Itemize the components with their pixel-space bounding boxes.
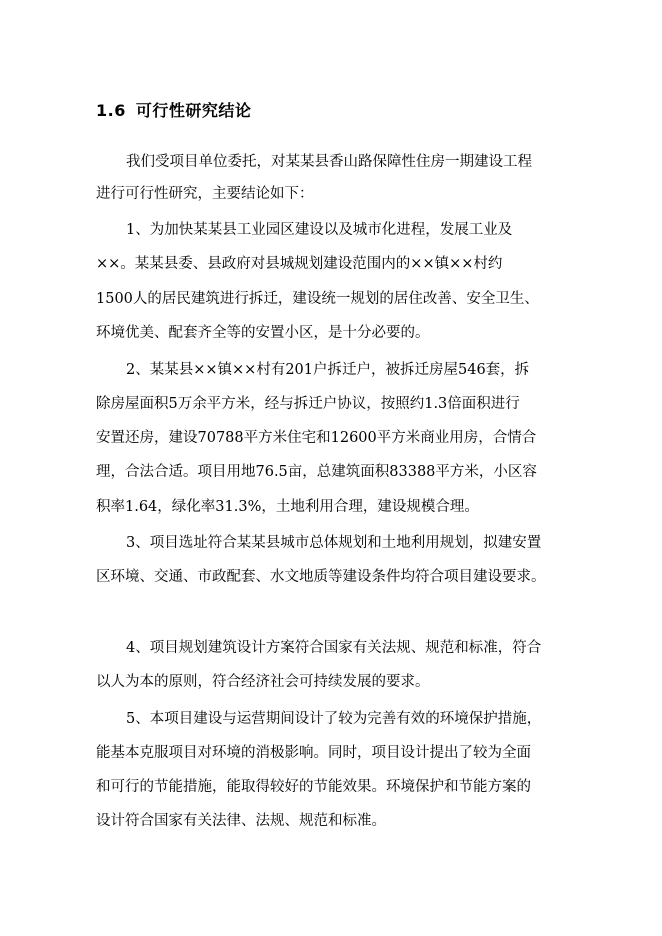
paragraph-5-line-2: 能基本克服项目对环境的消极影响。同时，项目设计提出了较为全面 — [96, 745, 531, 761]
paragraph-1-line-1: 1、为加快某某县工业园区建设以及城市化进程，发展工业及 — [126, 222, 513, 238]
paragraph-2-line-5: 积率1.64，绿化率31.3%，土地利用合理，建设规模合理。 — [96, 499, 479, 515]
section-number: 1.6 — [96, 101, 126, 120]
paragraph-intro-line-2: 进行可行性研究，主要结论如下： — [96, 186, 314, 202]
paragraph-intro-line-1: 我们受项目单位委托，对某某县香山路保障性住房一期建设工程 — [126, 154, 532, 170]
section-title: 可行性研究结论 — [135, 101, 252, 120]
paragraph-3-line-1: 3、项目选址符合某某县城市总体规划和土地利用规划，拟建安置 — [126, 535, 542, 551]
paragraph-2-line-4: 理，合法合适。项目用地76.5亩，总建筑面积83388平方米，小区容 — [96, 464, 537, 480]
paragraph-2-line-2: 除房屋面积5万余平方米，经与拆迁户协议，按照约1.3倍面积进行 — [96, 396, 520, 412]
paragraph-5-line-1: 5、本项目建设与运营期间设计了较为完善有效的环境保护措施， — [126, 711, 542, 727]
paragraph-2-line-1: 2、某某县××镇××村有201户拆迁户，被拆迁房屋546套，拆 — [126, 362, 530, 378]
paragraph-1-line-3: 1500人的居民建筑进行拆迁，建设统一规划的居住改善、安全卫生、 — [96, 291, 539, 307]
paragraph-2-line-3: 安置还房，建设70788平方米住宅和12600平方米商业用房，合情合 — [96, 430, 537, 446]
paragraph-5-line-3: 和可行的节能措施，能取得较好的节能效果。环境保护和节能方案的 — [96, 779, 531, 795]
paragraph-1-line-2: ××。某某县委、县政府对县城规划建设范围内的××镇××村约 — [96, 256, 503, 272]
paragraph-4-line-2: 以人为本的原则，符合经济社会可持续发展的要求。 — [96, 674, 430, 690]
paragraph-1-line-4: 环境优美、配套齐全等的安置小区，是十分必要的。 — [96, 325, 430, 341]
paragraph-3-line-2: 区环境、交通、市政配套、水文地质等建设条件均符合项目建设要求。 — [96, 569, 546, 585]
section-heading — [96, 98, 251, 121]
paragraph-5-line-4: 设计符合国家有关法律、法规、规范和标准。 — [96, 813, 386, 829]
paragraph-4-line-1: 4、项目规划建筑设计方案符合国家有关法规、规范和标准，符合 — [126, 640, 542, 656]
